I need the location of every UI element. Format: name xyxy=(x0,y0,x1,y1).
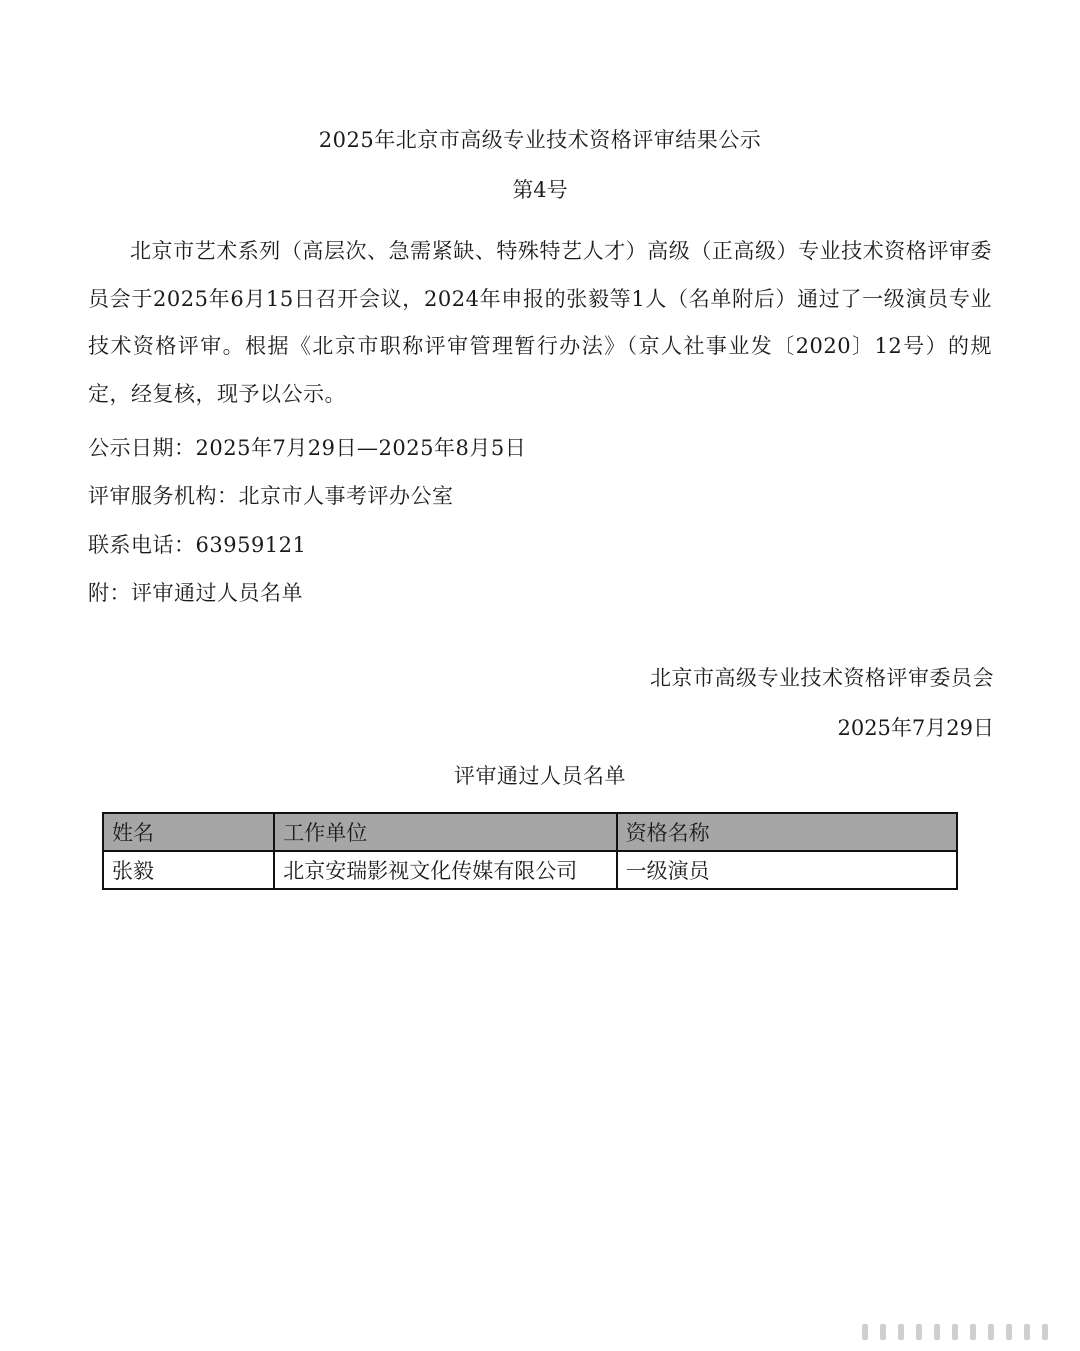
cell-name: 张毅 xyxy=(103,851,274,889)
signing-date: 2025年7月29日 xyxy=(837,716,994,740)
page-dot xyxy=(898,1324,904,1340)
roster-title: 评审通过人员名单 xyxy=(454,764,626,788)
table-row xyxy=(103,851,957,889)
page-dot xyxy=(916,1324,922,1340)
page-dot xyxy=(970,1324,976,1340)
cell-qualification: 一级演员 xyxy=(617,851,957,889)
contact-phone: 联系电话：63959121 xyxy=(88,533,307,557)
page-dot xyxy=(862,1324,868,1340)
announcement-body: 北京市艺术系列（高层次、急需紧缺、特殊特艺人才）高级（正高级）专业技术资格评审委员会于2025年6月15日召开会议，2024年申报的张毅等1人（名单附后）通过了一级演员专业技术资格评审。根据《北京市职称评审管理暂行办法》（京人社事业发〔2020〕12号）的规定，经复核，现予以公示。 xyxy=(88,239,992,406)
header-name: 姓名 xyxy=(103,813,274,851)
document-title: 2025年北京市高级专业技术资格评审结果公示 xyxy=(318,128,762,152)
page-dot xyxy=(952,1324,958,1340)
page-dot xyxy=(1006,1324,1012,1340)
header-qualification: 资格名称 xyxy=(617,813,957,851)
document-number: 第4号 xyxy=(512,178,568,202)
approved-personnel-table xyxy=(102,812,958,890)
page-dot xyxy=(880,1324,886,1340)
table-header-row xyxy=(103,813,957,851)
signing-organization: 北京市高级专业技术资格评审委员会 xyxy=(650,666,994,690)
publicity-period: 公示日期：2025年7月29日—2025年8月5日 xyxy=(88,436,527,460)
page-dot xyxy=(988,1324,994,1340)
page-dot xyxy=(1042,1324,1048,1340)
review-agency: 评审服务机构：北京市人事考评办公室 xyxy=(88,484,454,508)
page-dot xyxy=(1024,1324,1030,1340)
page-dot xyxy=(934,1324,940,1340)
header-employer: 工作单位 xyxy=(274,813,616,851)
attachment-note: 附：评审通过人员名单 xyxy=(88,581,303,605)
cell-employer: 北京安瑞影视文化传媒有限公司 xyxy=(274,851,616,889)
